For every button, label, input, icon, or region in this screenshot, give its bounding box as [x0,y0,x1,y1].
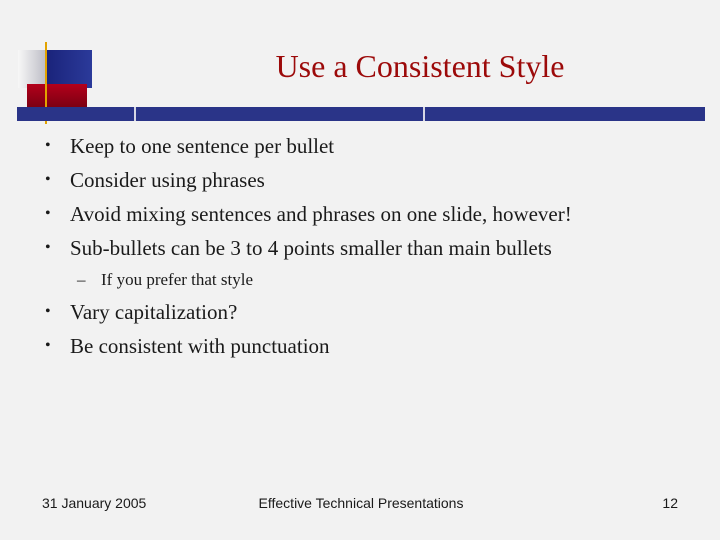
bullet-text: Vary capitalization? [70,300,238,324]
bullet-text: Avoid mixing sentences and phrases on one slide, however! [70,202,572,226]
bullet-marker: • [45,171,51,188]
bullet-item [45,329,705,363]
logo-red-block [27,84,87,108]
bullet-item [45,163,705,197]
bullet-item [45,231,705,265]
sub-bullet-text: If you prefer that style [101,270,253,289]
bullet-marker: • [45,239,51,256]
divider-segment-line [423,107,425,121]
sub-bullet-item [45,265,705,295]
bullet-text: Sub-bullets can be 3 to 4 points smaller than main bullets [70,236,552,260]
footer-presentation-title: Effective Technical Presentations [258,495,464,511]
bullet-marker: • [45,303,51,320]
logo-gray-block [18,50,46,88]
slide-title: Use a Consistent Style [275,48,565,84]
bullet-marker: • [45,205,51,222]
sub-bullet-marker: – [77,270,86,289]
bullet-marker: • [45,337,51,354]
bullet-item [45,129,705,163]
divider-segment-line [134,107,136,121]
slide-number: 12 [662,495,678,511]
bullet-text: Consider using phrases [70,168,265,192]
bullet-marker: • [45,137,51,154]
footer-date: 31 January 2005 [42,495,147,511]
bullet-text: Keep to one sentence per bullet [70,134,335,158]
logo-blue-block [46,50,92,88]
title-divider-bar [17,107,705,121]
bullet-item [45,197,705,231]
bullet-list-secondary [45,295,705,363]
bullet-text: Be consistent with punctuation [70,334,330,358]
sub-bullet-list [45,265,705,295]
bullet-item [45,295,705,329]
slide-body [45,129,705,363]
bullet-list-primary [45,129,705,265]
